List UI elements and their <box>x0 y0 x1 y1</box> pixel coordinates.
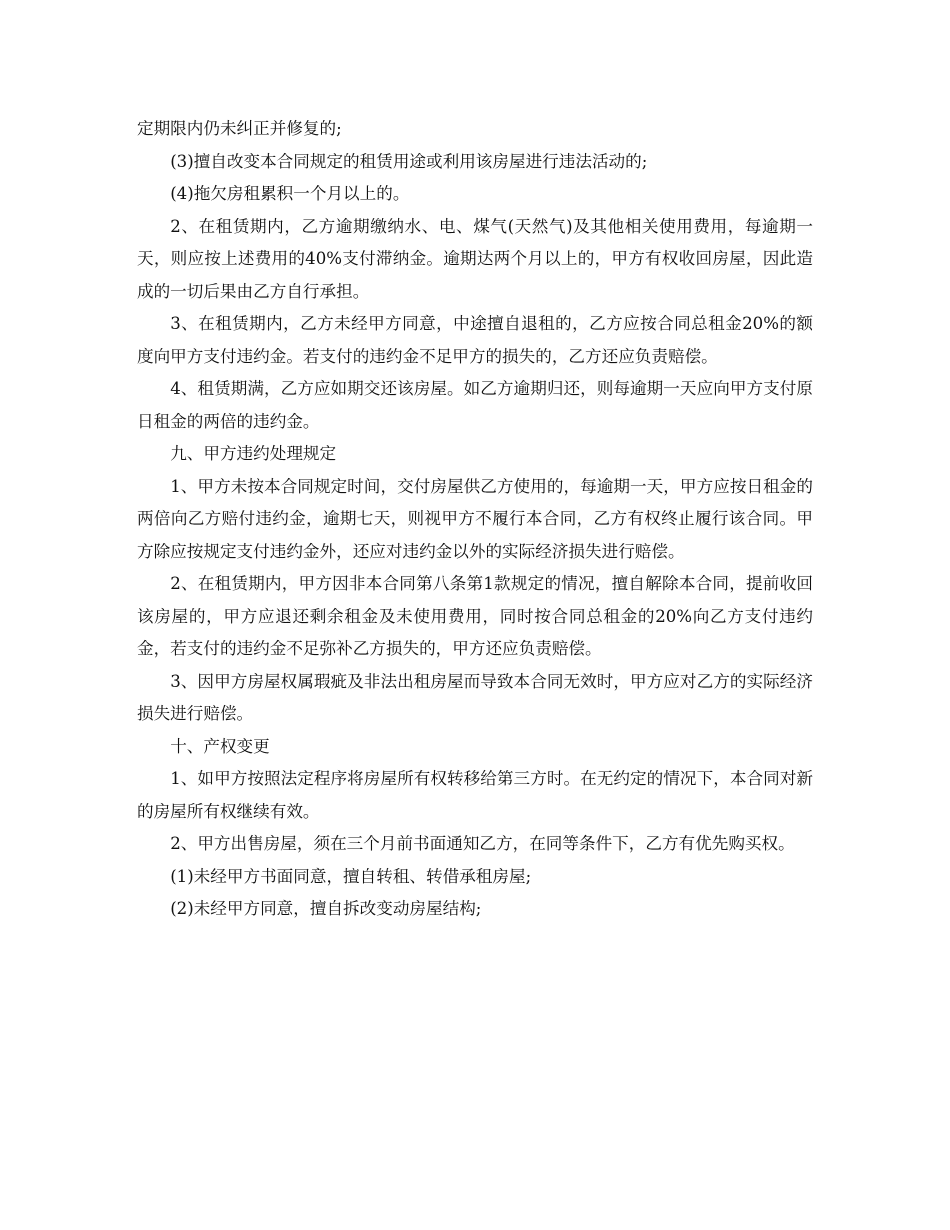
paragraph-list-item-2: (2)未经甲方同意，擅自拆改变动房屋结构; <box>170 899 482 918</box>
paragraph-item-4: (4)拖欠房租累积一个月以上的。 <box>170 184 410 203</box>
paragraph-late-utility-fees: 2、在租赁期内，乙方逾期缴纳水、电、煤气(天然气)及其他相关使用费用，每逾期一天，则应按上述费用的40%支付滞纳金。逾期达两个月以上的，甲方有权收回房屋，因此造成的一切后果由乙方自行承担。 <box>137 216 813 301</box>
paragraph-landlord-termination: 2、在租赁期内，甲方因非本合同第八条第1款规定的情况，擅自解除本合同，提前收回该房屋的，甲方应退还剩余租金及未使用费用，同时按合同总租金的20%向乙方支付违约金，若支付的违约金不足弥补乙方损失的，甲方还应负责赔偿。 <box>137 574 813 658</box>
contract-body <box>137 113 813 926</box>
paragraph-lease-expiry: 4、租赁期满，乙方应如期交还该房屋。如乙方逾期归还，则每逾期一天应向甲方支付原日租金的两倍的违约金。 <box>137 379 813 431</box>
section-heading-10: 十、产权变更 <box>170 736 270 756</box>
paragraph-item-3: (3)擅自改变本合同规定的租赁用途或利用该房屋进行违法活动的; <box>170 151 648 171</box>
paragraph-late-delivery: 1、甲方未按本合同规定时间，交付房屋供乙方使用的，每逾期一天，甲方应按日租金的两倍向乙方赔付违约金，逾期七天，则视甲方不履行本合同，乙方有权终止履行该合同。甲方除应按规定支付违约金外，还应对违约金以外的实际经济损失进行赔偿。 <box>137 476 813 561</box>
paragraph-continuation: 定期限内仍未纠正并修复的; <box>137 119 342 138</box>
paragraph-early-termination: 3、在租赁期内，乙方未经甲方同意，中途擅自退租的，乙方应按合同总租金20%的额度向甲方支付违约金。若支付的违约金不足甲方的损失的，乙方还应负责赔偿。 <box>137 314 813 366</box>
paragraph-list-item-1: (1)未经甲方书面同意，擅自转租、转借承租房屋; <box>170 866 532 886</box>
section-heading-9: 九、甲方违约处理规定 <box>170 444 337 463</box>
paragraph-ownership-transfer: 1、如甲方按照法定程序将房屋所有权转移给第三方时。在无约定的情况下，本合同对新的房屋所有权继续有效。 <box>137 769 813 821</box>
paragraph-title-defect: 3、因甲方房屋权属瑕疵及非法出租房屋而导致本合同无效时，甲方应对乙方的实际经济损失进行赔偿。 <box>137 671 813 723</box>
paragraph-preemption-right: 2、甲方出售房屋，须在三个月前书面通知乙方，在同等条件下，乙方有优先购买权。 <box>170 834 795 853</box>
